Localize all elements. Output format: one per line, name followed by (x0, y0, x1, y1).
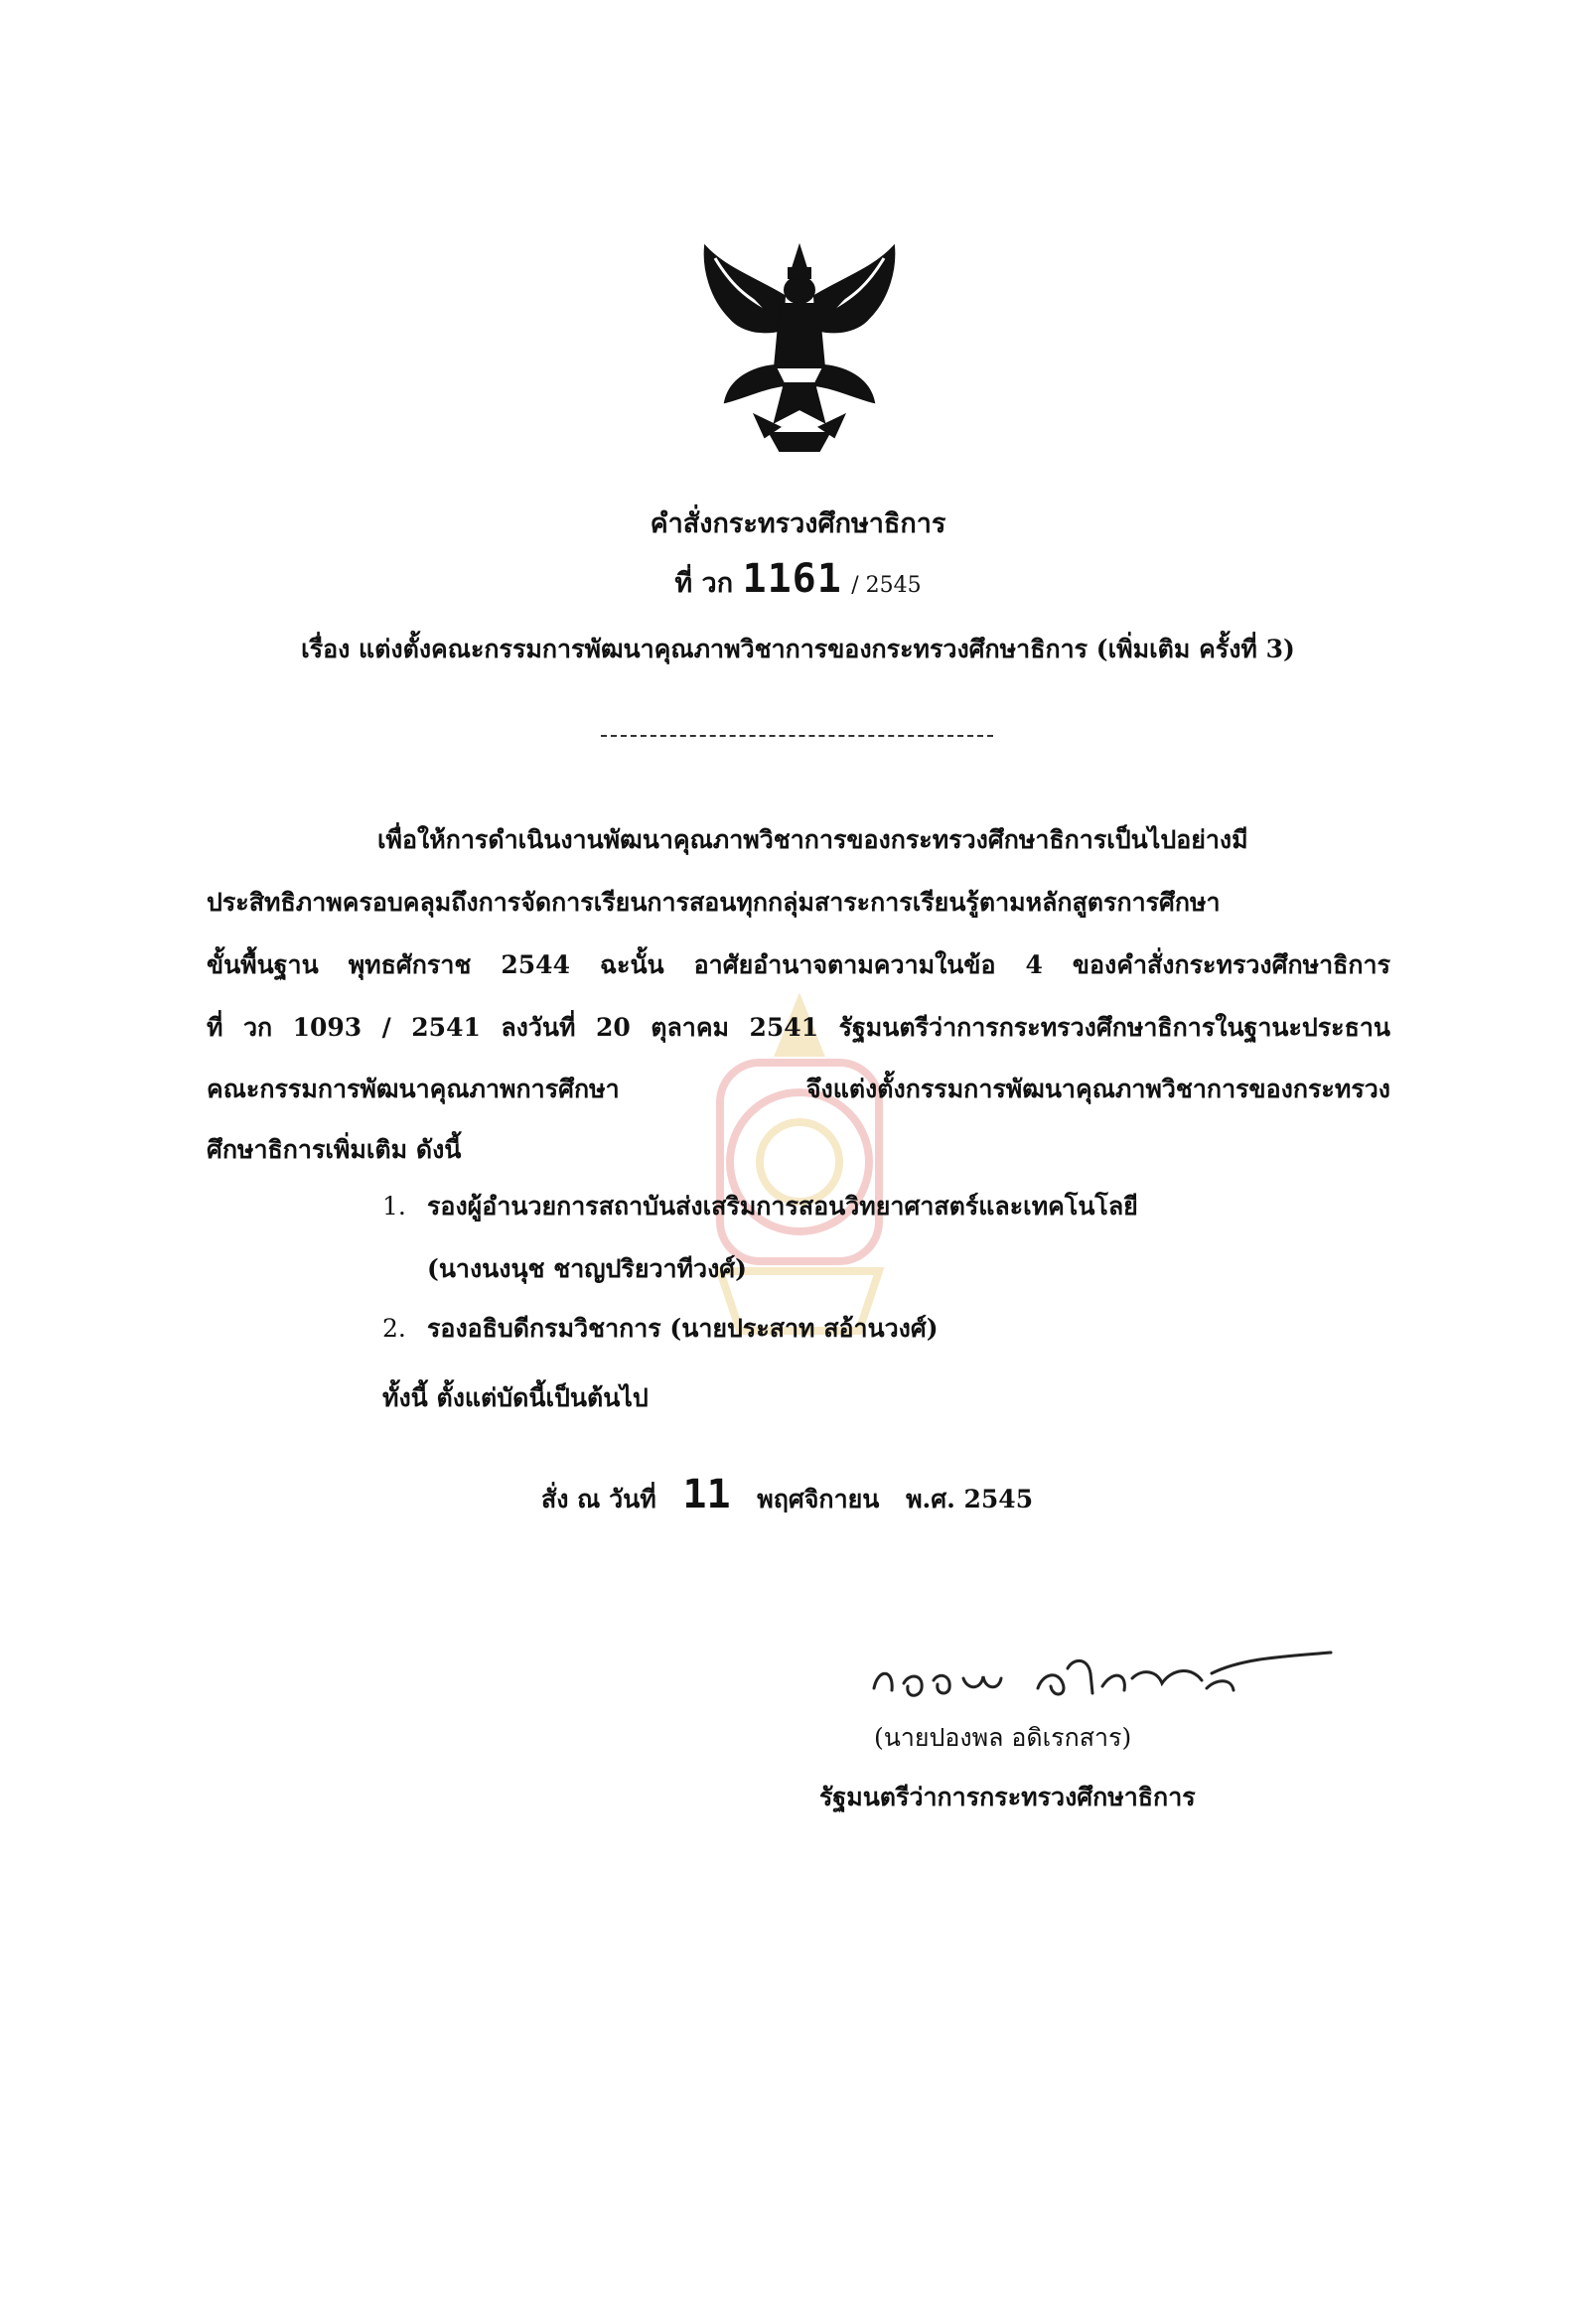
signature-image (864, 1629, 1341, 1718)
order-prefix: ที่ วก (674, 568, 734, 599)
signer-name: (นายปองพล อดิเรกสาร) (874, 1723, 1132, 1752)
body-line-3: ขั้นพื้นฐาน พุทธศักราช 2544 ฉะนั้น อาศัยอำนาจตามความในข้อ 4 ของคำสั่งกระทรวงศึกษาธิการ (207, 950, 1390, 979)
list-item-2 (382, 1309, 939, 1349)
closing-statement: ทั้งนี้ ตั้งแต่บัดนี้เป็นต้นไป (382, 1383, 649, 1412)
order-date (541, 1472, 1033, 1519)
body-line-5: คณะกรรมการพัฒนาคุณภาพการศึกษา จึงแต่งตั้งกรรมการพัฒนาคุณภาพวิชาการของกระทรวง (207, 1075, 1390, 1103)
order-number: 1161 (742, 556, 842, 602)
date-month: พฤศจิกายน (757, 1485, 880, 1513)
body-line-4: ที่ วก 1093 / 2541 ลงวันที่ 20 ตุลาคม 2541 รัฐมนตรีว่าการกระทรวงศึกษาธิการในฐานะประธาน (207, 1013, 1390, 1042)
order-year: / 2545 (851, 573, 922, 598)
garuda-emblem-icon (685, 238, 914, 457)
document-title: คำสั่งกระทรวงศึกษาธิการ (650, 508, 946, 539)
list-item-1-continued: (นางนงนุช ชาญปริยวาทีวงศ์) (427, 1254, 747, 1283)
signer-title: รัฐมนตรีว่าการกระทรวงศึกษาธิการ (819, 1783, 1196, 1811)
list-item-1 (382, 1187, 1138, 1226)
list-item-number: 1. (382, 1192, 406, 1221)
body-line-2: ประสิทธิภาพครอบคลุมถึงการจัดการเรียนการสอนทุกกลุ่มสาระการเรียนรู้ตามหลักสูตรการศึกษา (207, 888, 1221, 917)
date-year: พ.ศ. 2545 (906, 1485, 1034, 1513)
order-number-line (0, 556, 1596, 604)
body-line-6: ศึกษาธิการเพิ่มเติม ดังนี้ (207, 1135, 462, 1164)
date-day: 11 (682, 1472, 731, 1517)
body-line-1: เพื่อให้การดำเนินงานพัฒนาคุณภาพวิชาการของกระทรวงศึกษาธิการเป็นไปอย่างมี (377, 825, 1248, 854)
list-item-text: รองอธิบดีกรมวิชาการ (นายประสาท สอ้านวงศ์) (427, 1314, 939, 1343)
divider (601, 735, 993, 737)
list-item-number: 2. (382, 1314, 406, 1343)
document-subject: เรื่อง แต่งตั้งคณะกรรมการพัฒนาคุณภาพวิชาการของกระทรวงศึกษาธิการ (เพิ่มเติม ครั้งที่ 3) (301, 635, 1295, 663)
date-prefix: สั่ง ณ วันที่ (541, 1485, 656, 1513)
list-item-text: รองผู้อำนวยการสถาบันส่งเสริมการสอนวิทยาศาสตร์และเทคโนโลยี (427, 1192, 1138, 1221)
